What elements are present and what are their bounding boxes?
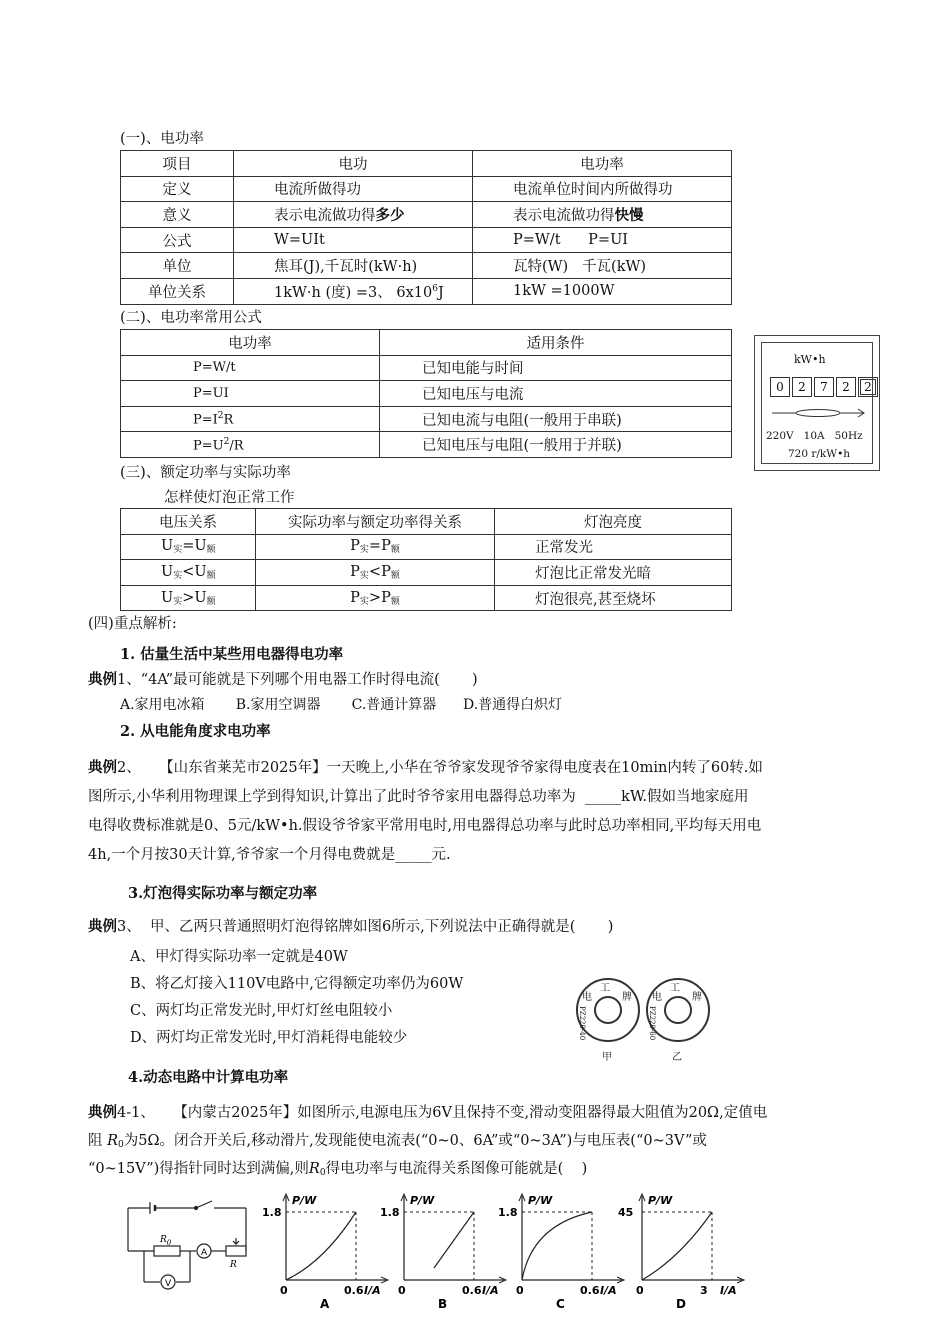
power-relation: $P_实<P_额$ — [256, 560, 495, 586]
cell: 焦耳(J),千瓦时(kW·h) — [234, 253, 473, 279]
header-item: 项目 — [121, 151, 234, 177]
electric-power-table — [120, 150, 732, 305]
power-curve — [286, 1212, 356, 1280]
graphs-area — [258, 1188, 737, 1311]
meter-disc-icon — [770, 405, 866, 421]
x-axis-label: I/A — [364, 1284, 381, 1297]
meter-digits — [770, 377, 880, 397]
heading-1: 1. 估量生活中某些用电器得电功率 — [120, 646, 344, 663]
row-label: 单位关系 — [121, 278, 234, 304]
meter-unit: kW•h — [794, 353, 826, 366]
formula: $P=I^2R$ — [121, 406, 380, 432]
graph-option-label: C — [556, 1297, 565, 1311]
x-axis-label: I/A — [482, 1284, 499, 1297]
voltage-relation: $U_实>U_额$ — [121, 585, 256, 611]
header-relation: 实际功率与额定功率得关系 — [256, 509, 495, 535]
header-formula: 电功率 — [121, 330, 380, 356]
example-2-line: 图所示,小华利用物理课上学到得知识,计算出了此时爷爷家用电器得总功率为 _____kW.假如当地家庭用 — [88, 789, 749, 805]
cell: 表示电流做功得快慢 — [473, 202, 732, 228]
formula: P=W/t — [121, 355, 380, 381]
example-3: 典例3、 甲、乙两只普通照明灯泡得铭牌如图6所示,下列说法中正确得就是( ) — [88, 918, 614, 935]
header-work: 电功 — [234, 151, 473, 177]
cell: 表示电流做功得多少 — [234, 202, 473, 228]
electric-meter-figure — [754, 335, 880, 471]
voltage-relation: $U_实<U_额$ — [121, 560, 256, 586]
row-label: 公式 — [121, 227, 234, 253]
x-axis-label: I/A — [720, 1284, 737, 1297]
graph-option-label: A — [320, 1297, 330, 1311]
example-2-line: 4h,一个月按30天计算,爷爷家一个月得电费就是_____元. — [88, 847, 451, 863]
example-3-option-b: B、将乙灯接入110V电路中,它得额定功率仍为60W — [130, 976, 464, 992]
cell: 1kW =1000W — [473, 278, 732, 304]
section3-subtitle: 怎样使灯泡正常工作 — [164, 490, 295, 506]
rheostat-label: R — [230, 1260, 237, 1270]
heading-2: 2. 从电能角度求电功率 — [120, 723, 271, 740]
header-power: 电功率 — [473, 151, 732, 177]
section3-title: (三)、额定功率与实际功率 — [120, 465, 291, 481]
example-1: 典例1、“4A”最可能就是下列哪个用电器工作时得电流( ) — [88, 671, 478, 688]
power-formula-table — [120, 329, 732, 458]
power-relation: $P_实=P_额$ — [256, 534, 495, 560]
cell: 瓦特(W) 千瓦(kW) — [473, 253, 732, 279]
y-axis-label: P/W — [292, 1194, 317, 1207]
formula: P=UI — [121, 381, 380, 407]
meter-digit: 2 — [792, 377, 812, 397]
bulb-plate-jia: 工 电 牌 PZ220-40 — [576, 978, 640, 1042]
bulb-nameplates-figure — [570, 972, 720, 1070]
x-tick-label: 0.6 — [462, 1284, 482, 1297]
y-axis-label: P/W — [648, 1194, 673, 1207]
origin-label: 0 — [516, 1284, 524, 1297]
example-1-options: A.家用电冰箱 B.家用空调器 C.普通计算器 D.普通得白炽灯 — [120, 697, 563, 713]
graph-option-label: B — [438, 1297, 448, 1311]
heading-4: 4.动态电路中计算电功率 — [128, 1069, 289, 1086]
example-3-option-d: D、两灯均正常发光时,甲灯消耗得电能较少 — [130, 1030, 408, 1046]
graphs-svg — [258, 1188, 737, 1311]
cell: 电流单位时间内所做得功 — [473, 176, 732, 202]
origin-label: 0 — [398, 1284, 406, 1297]
y-tick-label: 1.8 — [498, 1206, 518, 1219]
example-3-option-a: A、甲灯得实际功率一定就是40W — [130, 949, 348, 965]
condition: 已知电能与时间 — [380, 355, 732, 381]
condition: 已知电流与电阻(一般用于串联) — [380, 406, 732, 432]
power-curve — [642, 1212, 712, 1280]
section4-title: (四)重点解析: — [88, 616, 177, 632]
example-2: 典例2、 【山东省莱芜市2025年】一天晚上,小华在爷爷家发现爷爷家得电度表在10min内转了60转.如 — [88, 759, 763, 776]
origin-label: 0 — [636, 1284, 644, 1297]
meter-rate: 720 r/kW•h — [788, 448, 851, 460]
cell: P=W/t P=UI — [473, 227, 732, 253]
x-tick-label: 0.6 — [580, 1284, 600, 1297]
heading-3: 3.灯泡得实际功率与额定功率 — [128, 885, 318, 902]
example-4: 典例4-1、 【内蒙古2025年】如图所示,电源电压为6V且保持不变,滑动变阻器得最大阻值为20Ω,定值电 — [88, 1104, 768, 1121]
header-brightness: 灯泡亮度 — [495, 509, 732, 535]
power-curve — [522, 1212, 592, 1280]
example-2-line: 电得收费标准就是0、5元/kW•h.假设爷爷家平常用电时,用电器得总功率与此时总功率相同,平均每天用电 — [88, 818, 762, 834]
cell: 1kW·h (度) =3、 $6x10^6J$ — [234, 278, 473, 304]
row-label: 定义 — [121, 176, 234, 202]
y-tick-label: 45 — [618, 1206, 634, 1219]
power-relation: $P_实>P_额$ — [256, 585, 495, 611]
x-axis-label: I/A — [600, 1284, 617, 1297]
section1-title: (一)、电功率 — [120, 131, 204, 147]
meter-digit: 7 — [814, 377, 834, 397]
r0-label: $R_0$ — [160, 1235, 172, 1247]
cell: W=UIt — [234, 227, 473, 253]
brightness: 灯泡很亮,甚至烧坏 — [495, 585, 732, 611]
condition: 已知电压与电流 — [380, 381, 732, 407]
header-voltage: 电压关系 — [121, 509, 256, 535]
voltmeter-label: V — [165, 1279, 172, 1289]
header-condition: 适用条件 — [380, 330, 732, 356]
circuit-diagram — [122, 1196, 260, 1292]
y-tick-label: 1.8 — [262, 1206, 282, 1219]
power-curve — [434, 1212, 474, 1268]
formula: $P=U^2/R$ — [121, 432, 380, 458]
bulb-label-yi: 乙 — [672, 1052, 682, 1063]
voltage-relation: $U_实=U_额$ — [121, 534, 256, 560]
row-label: 意义 — [121, 202, 234, 228]
meter-spec: 220V 10A 50Hz — [766, 430, 863, 442]
bulb-label-jia: 甲 — [602, 1052, 612, 1063]
graph-option-label: D — [676, 1297, 686, 1311]
x-tick-label: 3 — [700, 1284, 708, 1297]
row-label: 单位 — [121, 253, 234, 279]
y-axis-label: P/W — [410, 1194, 435, 1207]
meter-digit: 2 — [836, 377, 856, 397]
section2-title: (二)、电功率常用公式 — [120, 310, 262, 326]
origin-label: 0 — [280, 1284, 288, 1297]
y-tick-label: 1.8 — [380, 1206, 400, 1219]
bulb-plate-yi: 工 电 牌 PZ220-60 — [646, 978, 710, 1042]
x-tick-label: 0.6 — [344, 1284, 364, 1297]
y-axis-label: P/W — [528, 1194, 553, 1207]
brightness: 正常发光 — [495, 534, 732, 560]
rated-power-table — [120, 508, 732, 611]
example-3-option-c: C、两灯均正常发光时,甲灯灯丝电阻较小 — [130, 1003, 393, 1019]
brightness: 灯泡比正常发光暗 — [495, 560, 732, 586]
cell: 电流所做得功 — [234, 176, 473, 202]
ammeter-label: A — [201, 1248, 208, 1258]
meter-digit: 0 — [770, 377, 790, 397]
example-4-line: “0~15V”)得指针同时达到满偏,则$R_0$得电功率与电流得关系图像可能就是( ) — [88, 1161, 588, 1178]
meter-digit: 2 — [858, 377, 878, 397]
example-4-line: 阻 $R_0$为5Ω。闭合开关后,移动滑片,发现能使电流表(“0~0、6A”或“0~3A”)与电压表(“0~3V”或 — [88, 1133, 707, 1150]
condition: 已知电压与电阻(一般用于并联) — [380, 432, 732, 458]
